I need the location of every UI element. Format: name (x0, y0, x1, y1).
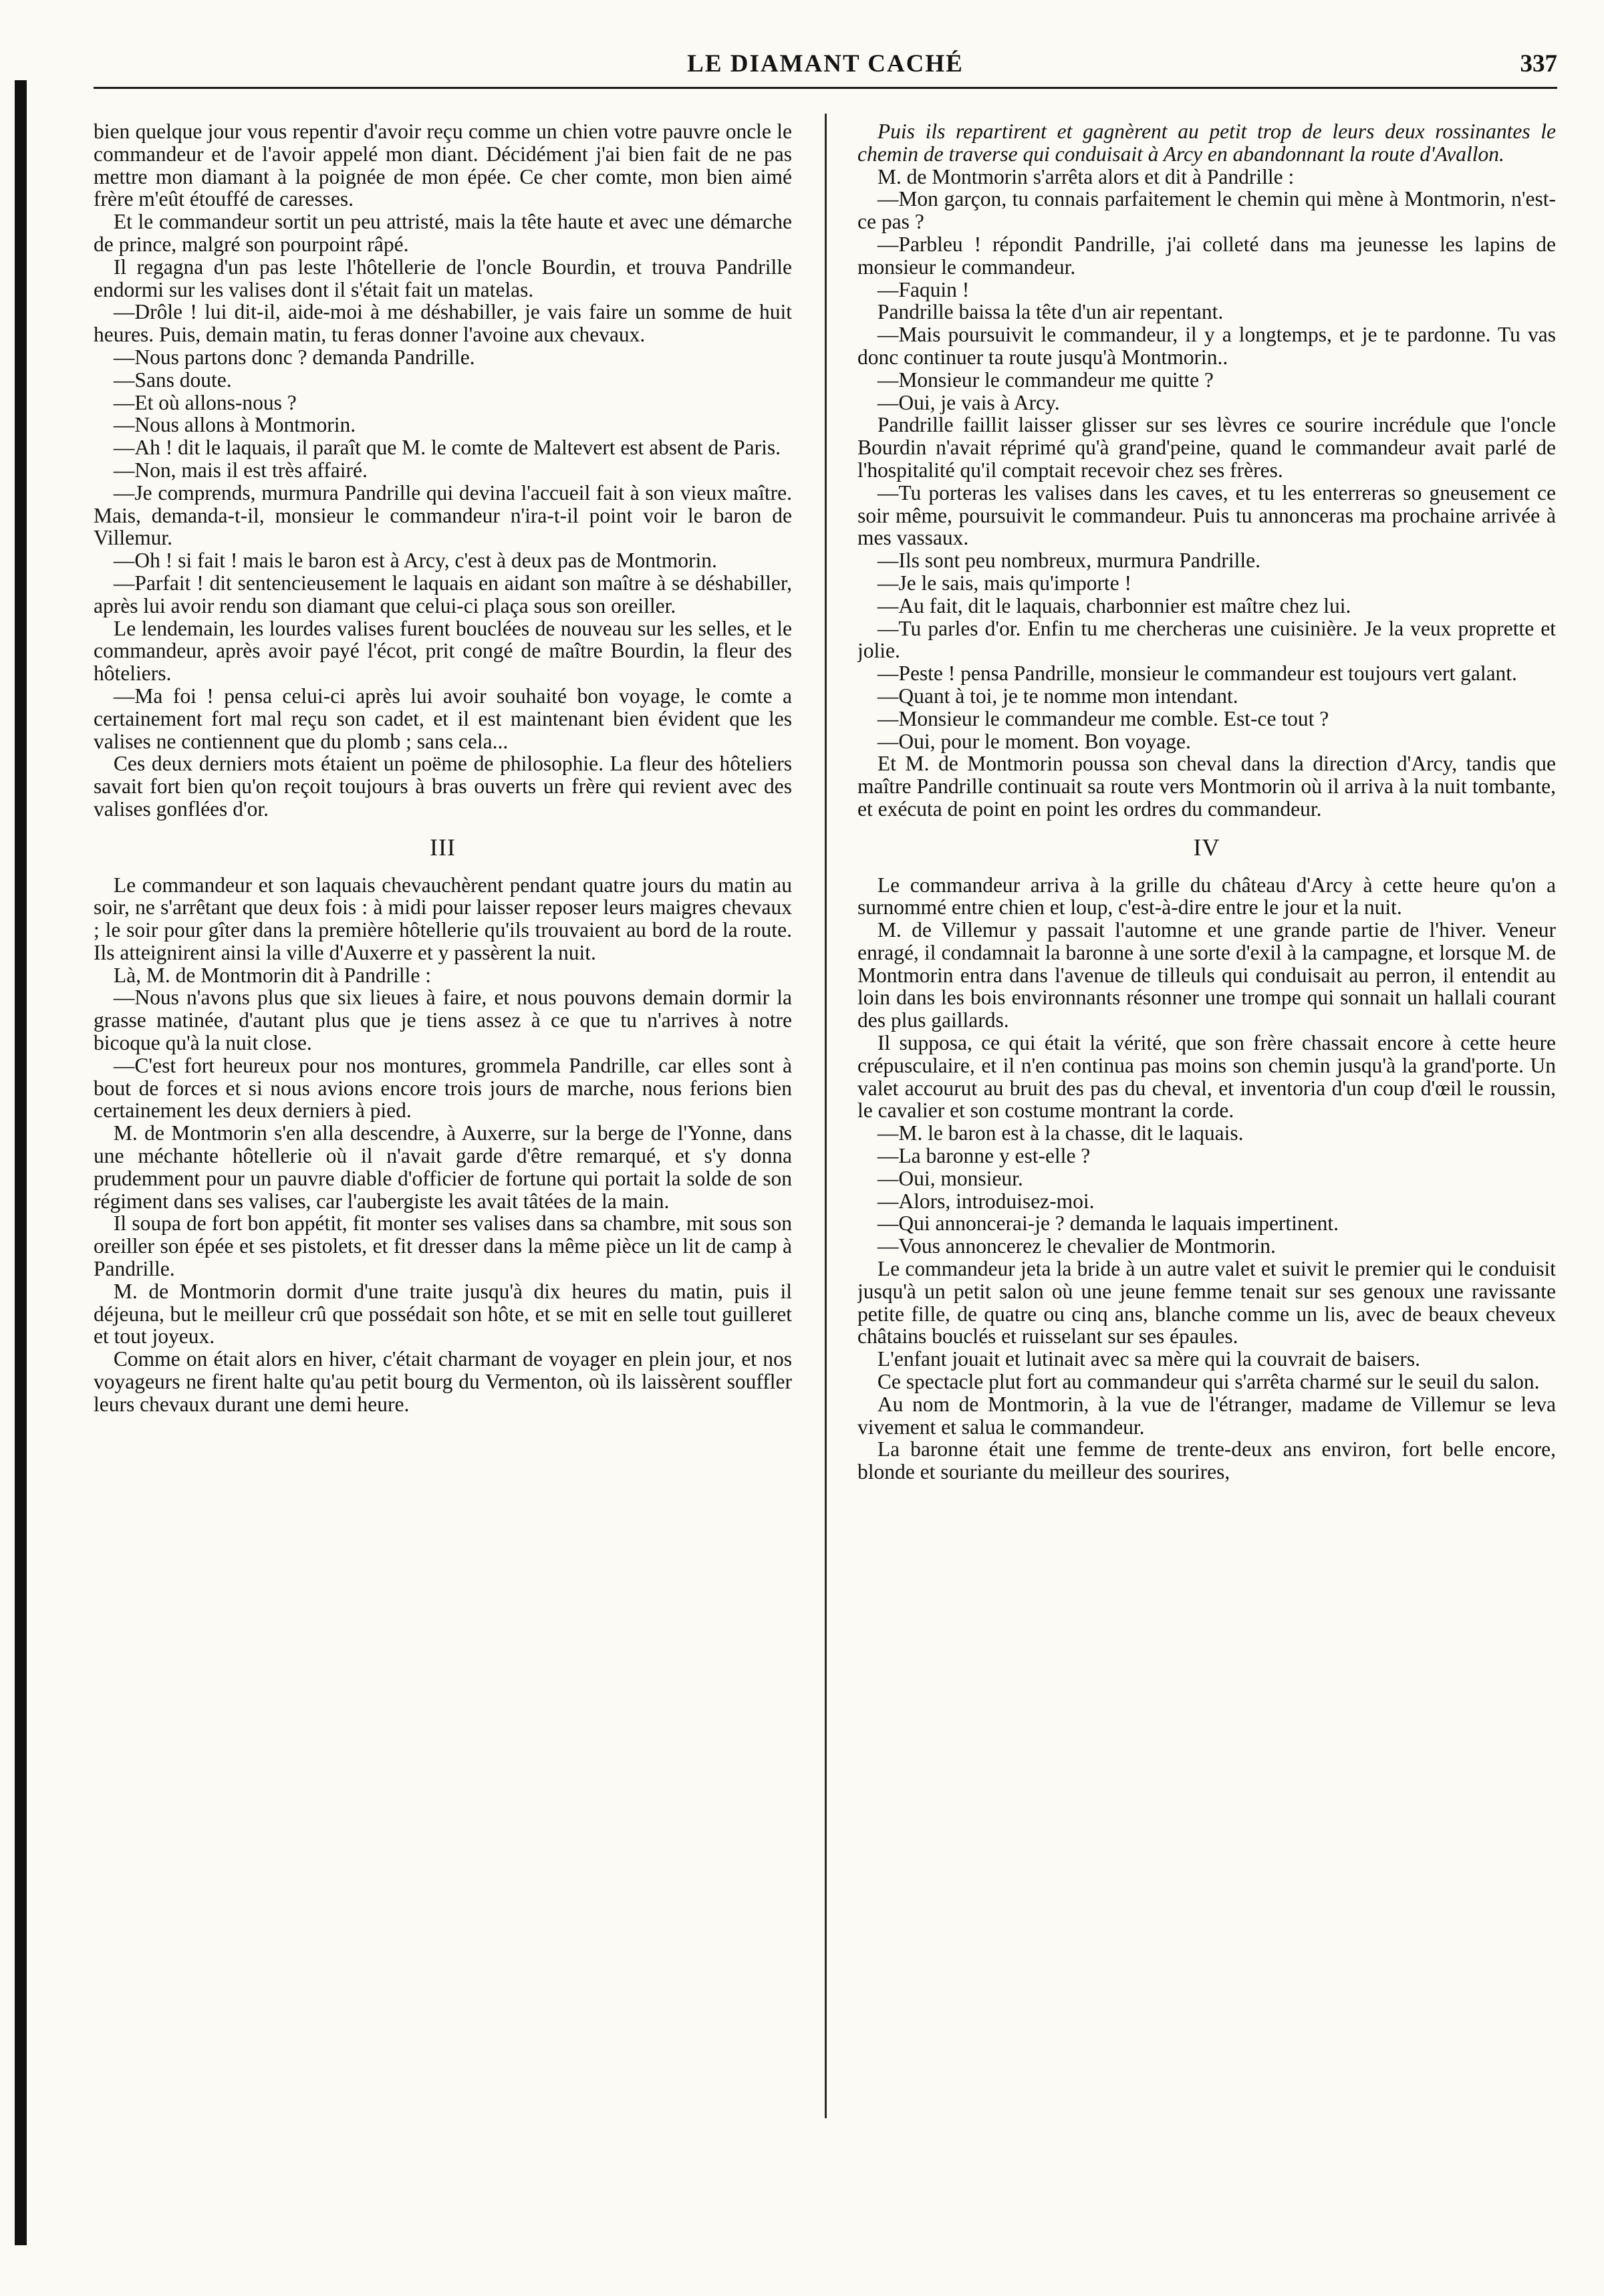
paragraph: —Et où allons-nous ? (113, 390, 297, 414)
paragraph: —Je le sais, mais qu'importe ! (877, 571, 1132, 595)
paragraph: Il supposa, ce qui était la vérité, que son frère chassait encore à cette heure crépusculaire, et il n'en continua pas moins son chemin jusqu'à la grand'porte. Un valet accourut au bruit des pas du cheval, et inventoria d'un coup d'œil le roussin, le cavalier et son costume montrant la corde. (857, 1031, 1556, 1123)
paragraph: Ces deux derniers mots étaient un poëme de philosophie. La fleur des hôteliers savait fort bien qu'on reçoit toujours à bras ouverts un frère qui revient avec des valises gonflées d'or. (94, 752, 792, 821)
running-title: LE DIAMANT CACHÉ (687, 50, 964, 78)
paragraph: —Monsieur le commandeur me quitte ? (877, 368, 1214, 392)
paragraph: —Au fait, dit le laquais, charbonnier est maître chez lui. (877, 593, 1351, 617)
right-column (857, 120, 1556, 2252)
paragraph: —Nous allons à Montmorin. (113, 413, 356, 437)
paragraph: M. de Montmorin s'en alla descendre, à Auxerre, sur la berge de l'Yonne, dans une méchante hôtellerie où il n'avait garde d'être remarqué, et s'y donna prudemment pour un pauvre diable d'officier de fortune qui portait la solde de son régiment dans ses valises, car l'aubergiste les avait tâtées de la main. (94, 1121, 792, 1213)
paragraph: Ce spectacle plut fort au commandeur qui s'arrêta charmé sur le seuil du salon. (877, 1370, 1540, 1394)
paragraph: —Mon garçon, tu connais parfaitement le chemin qui mène à Montmorin, n'est-ce pas ? (857, 187, 1556, 234)
paragraph: Il soupa de fort bon appétit, fit monter ses valises dans sa chambre, mit sous son oreiller son épée et ses pistolets, et fit dresser dans la même pièce un lit de camp à Pandrille. (94, 1211, 792, 1281)
paragraph: Au nom de Montmorin, à la vue de l'étranger, madame de Villemur se leva vivement et salua le commandeur. (857, 1392, 1556, 1439)
paragraph: Le commandeur jeta la bride à un autre valet et suivit le premier qui le conduisit jusqu'à un petit salon où une jeune femme tenait sur ses genoux une ravissante petite fille, de quatre ou cinq ans, blanche comme un lis, avec de beaux cheveux châtains bouclés et ruisselant sur ses épaules. (857, 1257, 1556, 1348)
page-number: 337 (1520, 50, 1557, 78)
paragraph: —Nous n'avons plus que six lieues à faire, et nous pouvons demain dormir la grasse matinée, d'autant plus que je tiens assez à ce que tu n'arrives à notre bicoque qu'à la nuit close. (94, 986, 792, 1055)
paragraph: bien quelque jour vous repentir d'avoir reçu comme un chien votre pauvre oncle le commandeur et de l'avoir appelé mon diant. Décidément j'ai bien fait de ne pas mettre mon diamant à la poignée de mon épée. Ce cher comte, mon bien aimé frère m'eût étouffé de caresses. (94, 120, 792, 211)
paragraph: Le commandeur arriva à la grille du château d'Arcy à cette heure qu'on a surnommé entre chien et loup, c'est-à-dire entre le jour et la nuit. (857, 873, 1556, 919)
paragraph: Le lendemain, les lourdes valises furent bouclées de nouveau sur les selles, et le commandeur, après avoir payé l'écot, prit congé de maître Bourdin, la fleur des hôteliers. (94, 616, 792, 686)
paragraph: —Je comprends, murmura Pandrille qui devina l'accueil fait à son vieux maître. Mais, demanda-t-il, monsieur le commandeur n'ira-t-il point voir le baron de Villemur. (94, 480, 792, 550)
paragraph: —Oh ! si fait ! mais le baron est à Arcy, c'est à deux pas de Montmorin. (113, 549, 717, 573)
paragraph: —Mais poursuivit le commandeur, il y a longtemps, et je te pardonne. Tu vas donc continuer ta route jusqu'à Montmorin.. (857, 323, 1556, 369)
paragraph: Pandrille faillit laisser glisser sur ses lèvres ce sourire incrédule que l'oncle Bourdin n'avait réprimé qu'à grand'peine, quand le commandeur avait parlé de l'hospitalité qu'il comptait recevoir chez ses frères. (857, 413, 1556, 482)
paragraph: —Alors, introduisez-moi. (877, 1189, 1095, 1213)
column-divider (825, 114, 827, 2118)
paragraph: Et le commandeur sortit un peu attristé, mais la tête haute et avec une démarche de prince, malgré son pourpoint râpé. (94, 210, 792, 256)
paragraph: —Monsieur le commandeur me comble. Est-ce tout ? (877, 706, 1329, 730)
paragraph: —Tu porteras les valises dans les caves, et tu les enterreras so gneusement ce soir même, poursuivit le commandeur. Puis tu annonceras ma prochaine arrivée à mes vassaux. (857, 480, 1556, 550)
paragraph: —Nous partons donc ? demanda Pandrille. (113, 345, 475, 369)
paragraph: —Oui, monsieur. (877, 1166, 1023, 1190)
paragraph: Puis ils repartirent et gagnèrent au petit trop de leurs deux rossinantes le chemin de traverse qui conduisait à Arcy en abandonnant la route d'Avallon. (857, 120, 1556, 166)
page-header (94, 47, 1557, 89)
paragraph: —Parfait ! dit sentencieusement le laquais en aidant son maître à se déshabiller, après lui avoir rendu son diamant que celui-ci plaça sous son oreiller. (94, 571, 792, 617)
right-paragraphs-after (857, 874, 1556, 1484)
paragraph: Pandrille baissa la tête d'un air repentant. (877, 300, 1224, 324)
paragraph: Il regagna d'un pas leste l'hôtellerie de l'oncle Bourdin, et trouva Pandrille endormi sur les valises dont il s'était fait un matelas. (94, 255, 792, 301)
paragraph: Là, M. de Montmorin dit à Pandrille : (113, 963, 431, 987)
paragraph: —M. le baron est à la chasse, dit le laquais. (877, 1121, 1244, 1145)
paragraph: M. de Villemur y passait l'automne et une grande partie de l'hiver. Veneur enragé, il condamnait la baronne à une sorte d'exil à la campagne, et lorsque M. de Montmorin entra dans l'avenue de tilleuls qui conduisait au perron, il entendit au loin dans les bois environnants résonner une trompe qui sonnait un hallali courant des plus gaillards. (857, 918, 1556, 1032)
paragraph: —Ah ! dit le laquais, il paraît que M. le comte de Maltevert est absent de Paris. (113, 436, 781, 460)
paragraph: Le commandeur et son laquais chevauchèrent pendant quatre jours du matin au soir, ne s'arrêtant que deux fois : à midi pour laisser reposer leurs maigres chevaux ; le soir pour gîter dans la première hôtellerie qu'ils trouvaient au bord de la route. Ils atteignirent ainsi la ville d'Auxerre et y passèrent la nuit. (94, 873, 792, 964)
paragraph: —La baronne y est-elle ? (877, 1144, 1091, 1168)
paragraph: —Vous annoncerez le chevalier de Montmorin. (877, 1234, 1276, 1258)
paragraph: —Non, mais il est très affairé. (113, 458, 368, 482)
paragraph: M. de Montmorin s'arrêta alors et dit à Pandrille : (877, 164, 1295, 188)
paragraph: La baronne était une femme de trente-deux ans environ, fort belle encore, blonde et souriante du meilleur des sourires, (857, 1437, 1556, 1484)
left-paragraphs-before (94, 120, 792, 821)
paragraph: L'enfant jouait et lutinait avec sa mère qui la couvrait de baisers. (877, 1347, 1421, 1371)
right-paragraphs-before (857, 120, 1556, 821)
section-number-iii: III (430, 833, 456, 861)
paragraph: —Drôle ! lui dit-il, aide-moi à me déshabiller, je vais faire un somme de huit heures. Puis, demain matin, tu feras donner l'avoine aux chevaux. (94, 300, 792, 347)
paragraph: —Oui, pour le moment. Bon voyage. (877, 729, 1191, 753)
left-paragraphs-after (94, 874, 792, 1416)
paragraph: Et M. de Montmorin poussa son cheval dans la direction d'Arcy, tandis que maître Pandrille continuait sa route vers Montmorin où il arriva à la nuit tombante, et exécuta de point en point les ordres du commandeur. (857, 752, 1556, 821)
paragraph: —Oui, je vais à Arcy. (877, 390, 1060, 414)
paragraph: —Ils sont peu nombreux, murmura Pandrille. (877, 549, 1260, 573)
left-column (94, 120, 792, 2252)
paragraph: —Ma foi ! pensa celui-ci après lui avoir souhaité bon voyage, le comte a certainement fort mal reçu son cadet, et il est maintenant bien évident que les valises ne contiennent que du plomb ; sans cela... (94, 684, 792, 753)
paragraph: —Quant à toi, je te nomme mon intendant. (877, 684, 1238, 708)
paragraph: —Parbleu ! répondit Pandrille, j'ai colleté dans ma jeunesse les lapins de monsieur le commandeur. (857, 232, 1556, 279)
paragraph: —Peste ! pensa Pandrille, monsieur le commandeur est toujours vert galant. (877, 662, 1517, 686)
paragraph: —Tu parles d'or. Enfin tu me chercheras une cuisinière. Je la veux proprette et jolie. (857, 616, 1556, 663)
paragraph: Comme on était alors en hiver, c'était charmant de voyager en plein jour, et nos voyageurs ne firent halte qu'au petit bourg du Vermenton, où ils laissèrent souffler leurs chevaux durant une demi heure. (94, 1347, 792, 1416)
section-number-iv: IV (1193, 833, 1220, 861)
paragraph: —Qui annoncerai-je ? demanda le laquais impertinent. (877, 1211, 1339, 1236)
binding-edge-bar (15, 80, 27, 2245)
paragraph: —Faquin ! (877, 277, 970, 301)
paragraph: M. de Montmorin dormit d'une traite jusqu'à dix heures du matin, puis il déjeuna, but le meilleur crû que possédait son hôte, et se mit en selle tout guilleret et tout joyeux. (94, 1279, 792, 1348)
paragraph: —Sans doute. (113, 368, 232, 392)
paragraph: —C'est fort heureux pour nos montures, grommela Pandrille, car elles sont à bout de forces et si nous avions encore trois jours de marche, nous ferions bien certainement les deux derniers à pied. (94, 1053, 792, 1123)
